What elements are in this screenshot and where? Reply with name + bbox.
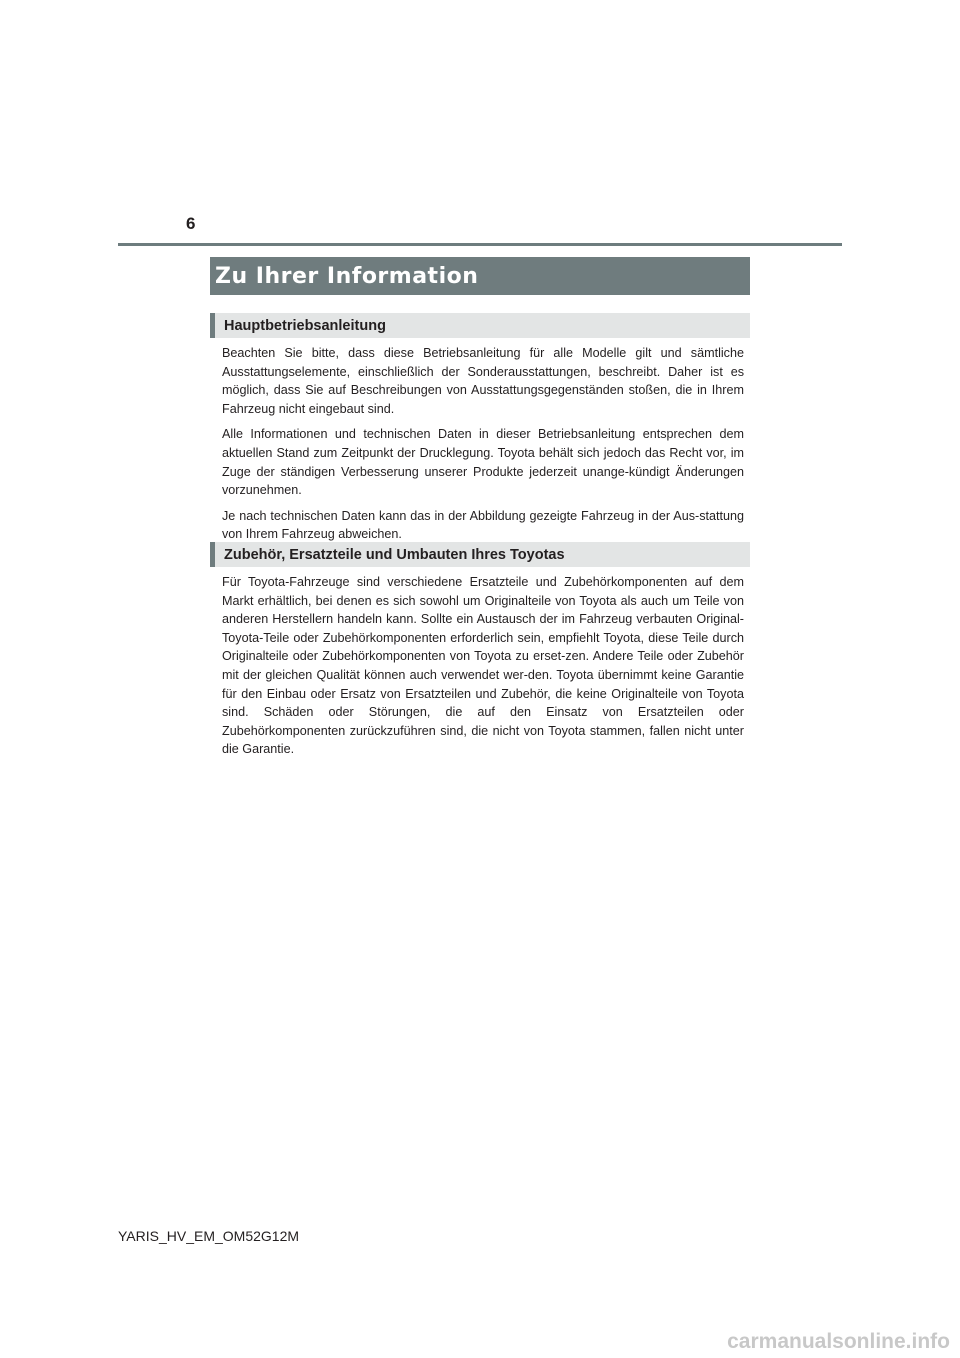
section-body-hauptbetriebsanleitung [222, 344, 744, 551]
paragraph: Für Toyota-Fahrzeuge sind verschiedene Ersatzteile und Zubehörkomponenten auf dem Markt erhältlich, bei denen es sich sowohl um Originalteile von Toyota als auch um Teile von anderen Herstellern handeln kann. Sollte ein Austausch der im Fahrzeug verbauten Original-Toyota-Teile oder Zubehörkomponenten erforderlich sein, empfiehlt Toyota, diese Teile durch Originalteile oder Zubehörkomponenten von Toyota zu erset-zen. Andere Teile oder Zubehör mit der gleichen Qualität können auch verwendet wer-den. Toyota übernimmt keine Garantie für den Einbau oder Ersatz von Ersatzteilen und Zubehör, die keine Originalteile von Toyota sind. Schäden oder Störungen, die auf den Einsatz von Ersatzteilen oder Zubehörkomponenten zurückzuführen sind, die nicht von Toyota stammen, fallen nicht unter die Garantie. [222, 575, 744, 757]
paragraph: Beachten Sie bitte, dass diese Betriebsanleitung für alle Modelle gilt und sämtliche Ausstattungselemente, einschließlich der Sonderausstattungen, beschreibt. Daher ist es möglich, dass Sie auf Beschreibungen von Ausstattungsgegenständen stoßen, die in Ihrem Fahrzeug nicht eingebaut sind. [222, 346, 744, 416]
section-marker [210, 542, 215, 567]
header-rule [118, 243, 842, 246]
footer-document-code: YARIS_HV_EM_OM52G12M [118, 1228, 300, 1244]
section-header-hauptbetriebsanleitung [210, 313, 750, 338]
section-header-zubehoer [210, 542, 750, 567]
watermark-logo: carmanualsonline.info [727, 1330, 950, 1353]
section-marker [210, 313, 215, 338]
section-body-zubehoer [222, 573, 744, 766]
section-heading: Zubehör, Ersatzteile und Umbauten Ihres Toyotas [224, 546, 565, 563]
page-number: 6 [186, 214, 196, 233]
paragraph: Je nach technischen Daten kann das in der Abbildung gezeigte Fahrzeug in der Aus-stattung von Ihrem Fahrzeug abweichen. [222, 508, 744, 542]
paragraph: Alle Informationen und technischen Daten in dieser Betriebsanleitung entsprechen dem aktuellen Stand zum Zeitpunkt der Drucklegung. Toyota behält sich jedoch das Recht vor, im Zuge der ständigen Verbesserung unserer Produkte jederzeit unange-kündigt Änderungen vorzunehmen. [222, 427, 744, 498]
page-title: Zu Ihrer Information [215, 263, 479, 289]
section-heading: Hauptbetriebsanleitung [224, 317, 386, 334]
page-title-bar [210, 257, 750, 295]
